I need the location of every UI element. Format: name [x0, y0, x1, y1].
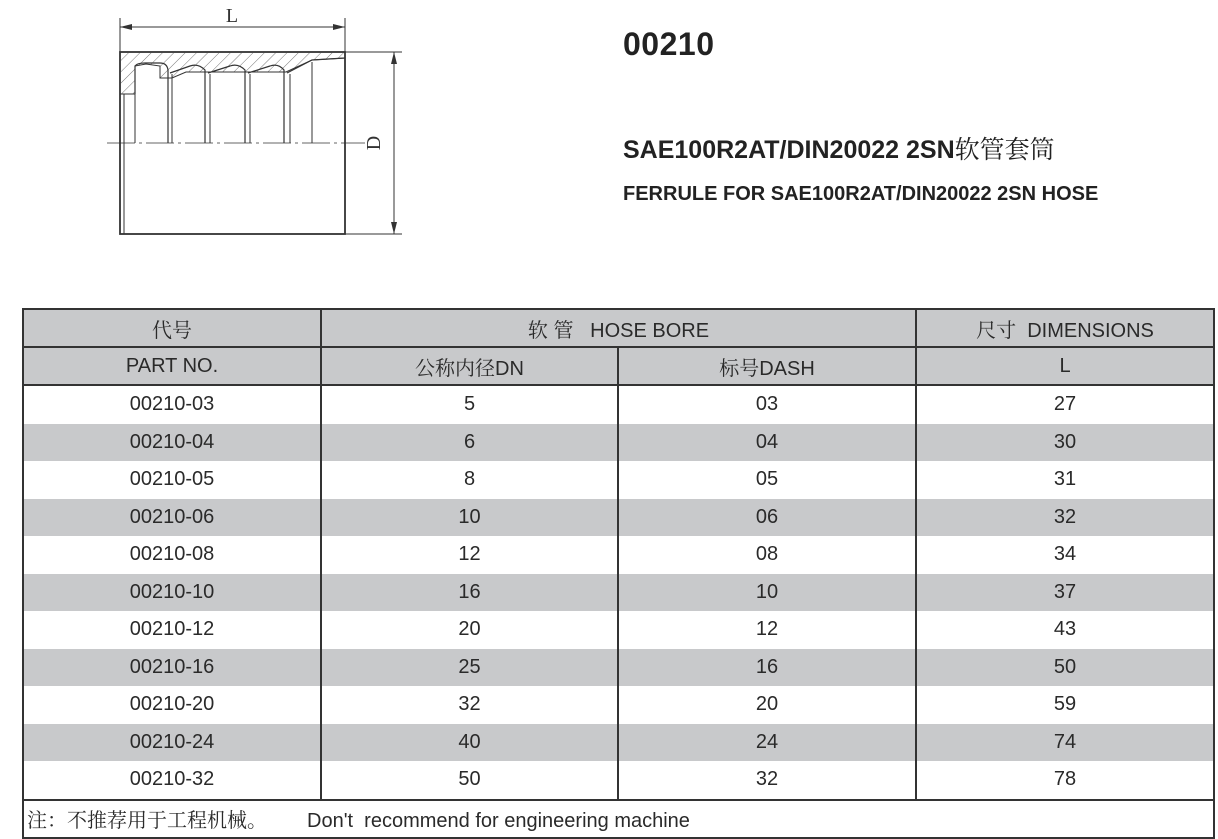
table-row: [23, 686, 1214, 724]
cell-l: 50: [916, 649, 1214, 687]
cell-l: 59: [916, 686, 1214, 724]
header-part-no: PART NO.: [23, 347, 321, 385]
cell-l: 74: [916, 724, 1214, 762]
part-code-title: 00210: [623, 26, 715, 62]
length-label: L: [225, 5, 239, 27]
cell-dash: 16: [618, 649, 916, 687]
table-row: [23, 574, 1214, 612]
cell-part-no: 00210-04: [23, 424, 321, 462]
cell-dash: 06: [618, 499, 916, 537]
cell-part-no: 00210-06: [23, 499, 321, 537]
table-row: [23, 611, 1214, 649]
cell-l: 43: [916, 611, 1214, 649]
cell-part-no: 00210-08: [23, 536, 321, 574]
header-l: L: [916, 347, 1214, 385]
cell-part-no: 00210-12: [23, 611, 321, 649]
cell-dn: 12: [321, 536, 618, 574]
table-row: [23, 385, 1214, 424]
cell-dn: 32: [321, 686, 618, 724]
cell-dash: 24: [618, 724, 916, 762]
note-cell: [23, 800, 1214, 838]
cell-part-no: 00210-20: [23, 686, 321, 724]
cell-l: 37: [916, 574, 1214, 612]
cell-l: 31: [916, 461, 1214, 499]
header-row-1: [23, 309, 1214, 347]
cell-part-no: 00210-16: [23, 649, 321, 687]
table-row: [23, 499, 1214, 537]
cell-dn: 6: [321, 424, 618, 462]
cell-dash: 12: [618, 611, 916, 649]
cell-part-no: 00210-03: [23, 385, 321, 424]
cell-dn: 50: [321, 761, 618, 800]
diameter-label: D: [363, 135, 385, 151]
cell-dn: 16: [321, 574, 618, 612]
cell-dn: 25: [321, 649, 618, 687]
cell-l: 78: [916, 761, 1214, 800]
cell-l: 30: [916, 424, 1214, 462]
cell-l: 27: [916, 385, 1214, 424]
header-dimensions: 尺寸 DIMENSIONS: [916, 309, 1214, 347]
table-row: [23, 536, 1214, 574]
cell-dash: 20: [618, 686, 916, 724]
cell-l: 34: [916, 536, 1214, 574]
subtitle-standard: SAE100R2AT/DIN20022 2SN: [623, 136, 955, 164]
cell-part-no: 00210-24: [23, 724, 321, 762]
table-row: [23, 761, 1214, 800]
cell-dn: 40: [321, 724, 618, 762]
table-row: [23, 424, 1214, 462]
subtitle-chinese: 软管套筒: [954, 136, 1055, 164]
cell-dn: 5: [321, 385, 618, 424]
cell-dash: 05: [618, 461, 916, 499]
note-english: Don't recommend for engineering machine: [307, 810, 690, 832]
cell-l: 32: [916, 499, 1214, 537]
cell-dash: 04: [618, 424, 916, 462]
cell-dash: 10: [618, 574, 916, 612]
header-hose-bore: 软 管 HOSE BORE: [321, 309, 916, 347]
cell-dn: 10: [321, 499, 618, 537]
cell-part-no: 00210-05: [23, 461, 321, 499]
cell-part-no: 00210-32: [23, 761, 321, 800]
header-part-no-cn: 代号: [23, 309, 321, 347]
product-subtitle: [623, 130, 1055, 166]
header-row-2: [23, 347, 1214, 385]
note-chinese: 注：不推荐用于工程机械。: [27, 810, 267, 832]
product-subtitle-english: FERRULE FOR SAE100R2AT/DIN20022 2SN HOSE: [623, 183, 1099, 205]
cell-dn: 8: [321, 461, 618, 499]
cell-dash: 32: [618, 761, 916, 800]
cell-part-no: 00210-10: [23, 574, 321, 612]
header-dn: 公称内径DN: [321, 347, 618, 385]
note-row: [23, 800, 1214, 838]
cell-dn: 20: [321, 611, 618, 649]
table-row: [23, 649, 1214, 687]
cell-dash: 08: [618, 536, 916, 574]
spec-table: [22, 308, 1215, 839]
ferrule-drawing-icon: [100, 0, 420, 250]
header-dash: 标号DASH: [618, 347, 916, 385]
table-row: [23, 724, 1214, 762]
cell-dash: 03: [618, 385, 916, 424]
table-row: [23, 461, 1214, 499]
